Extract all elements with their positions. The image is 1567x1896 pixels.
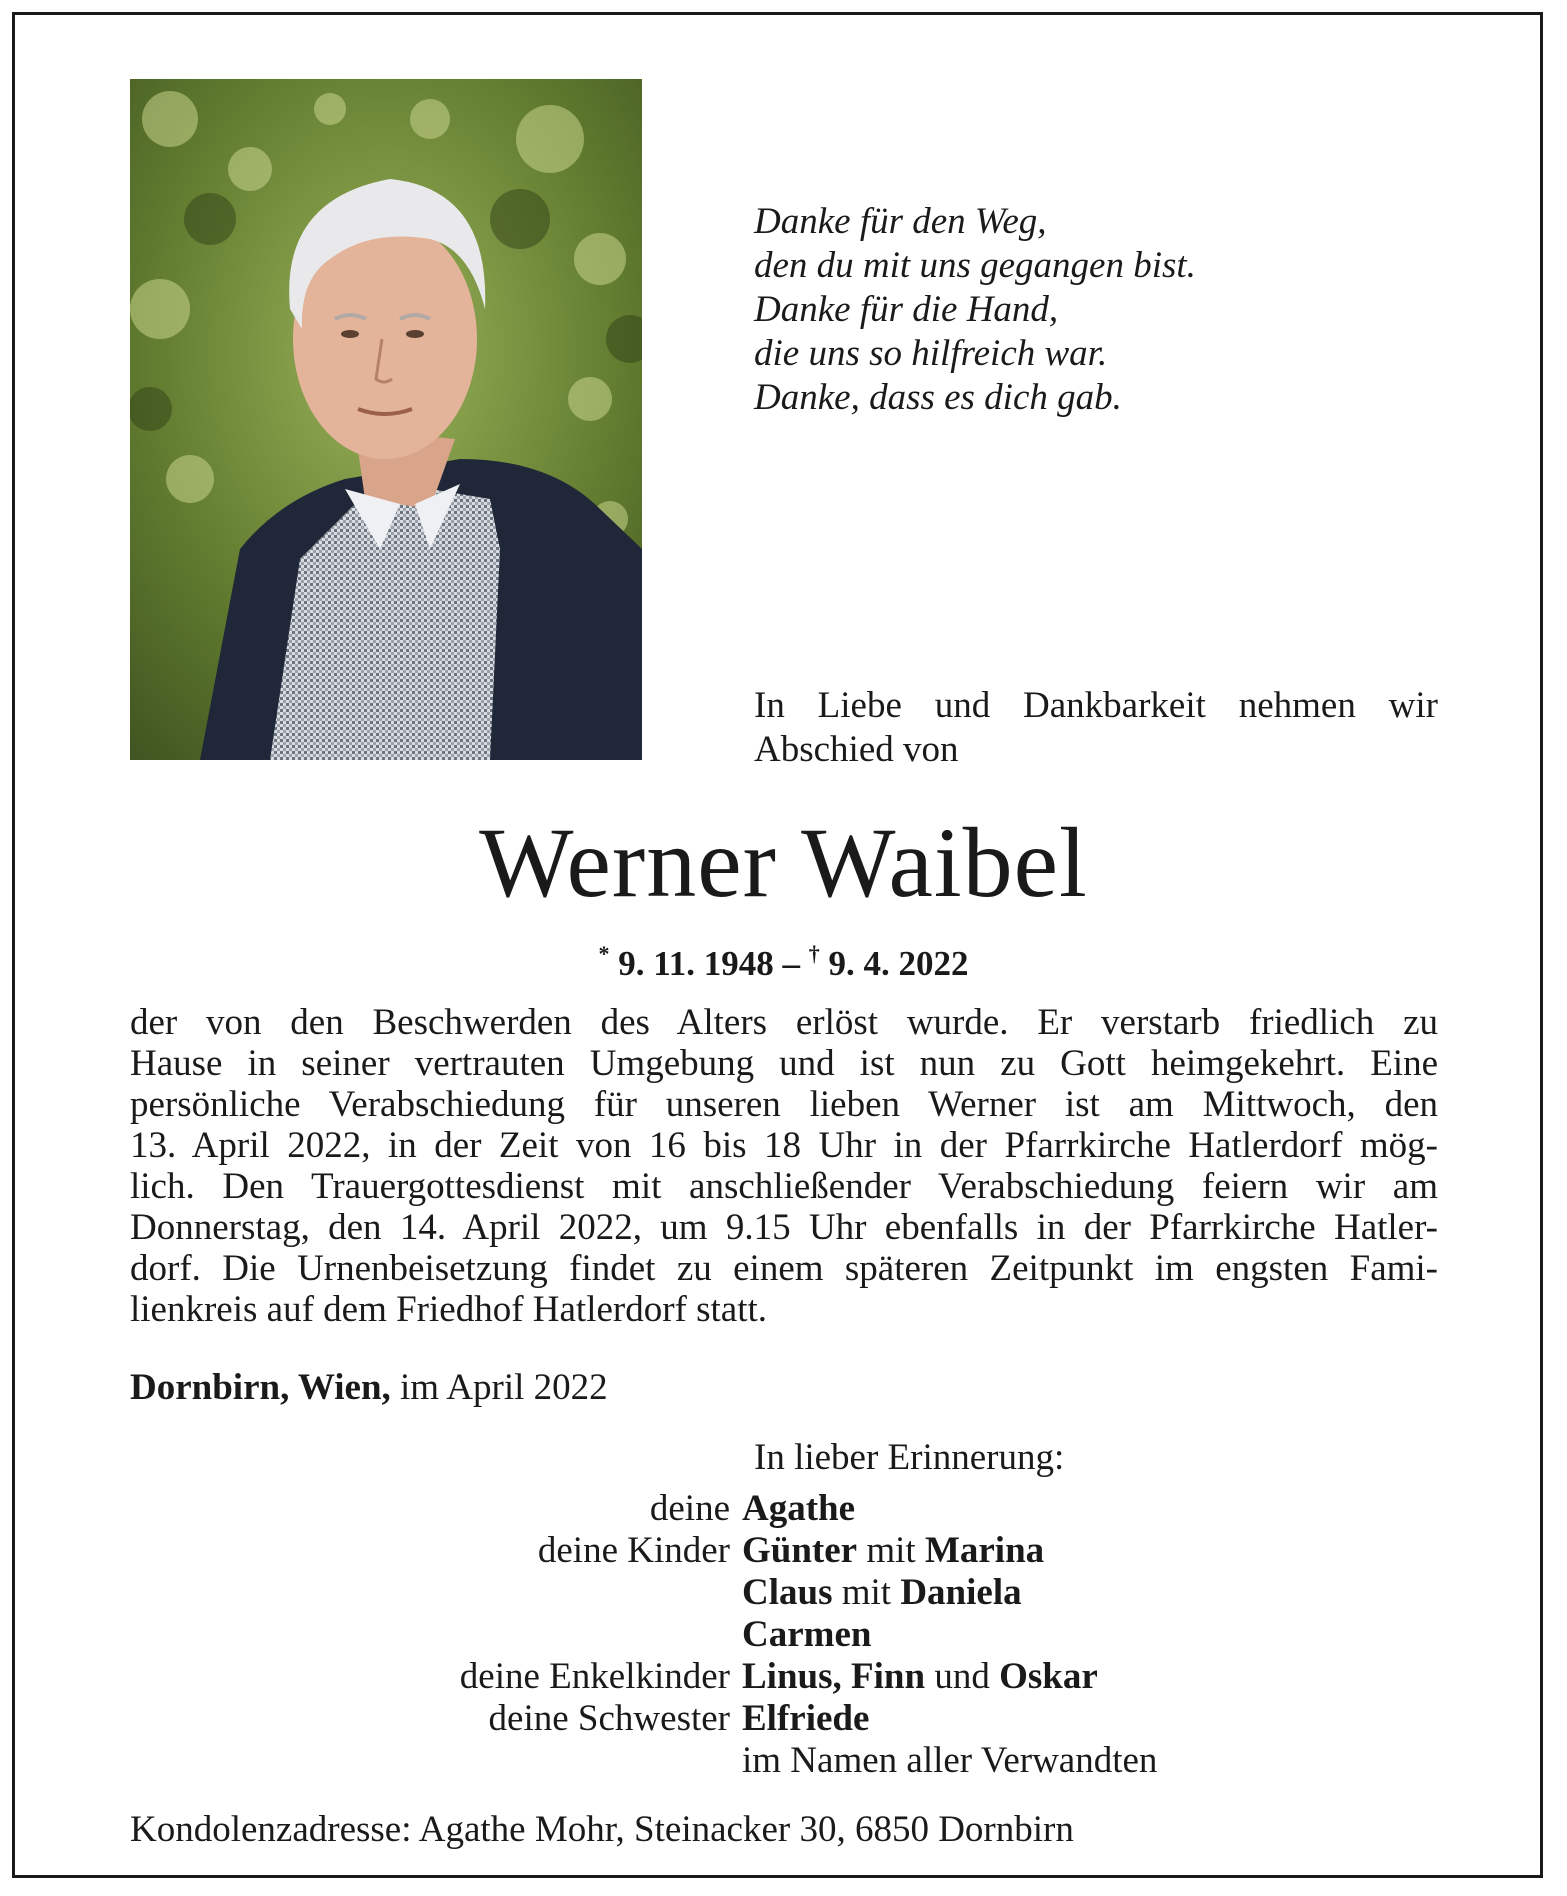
life-dates <box>0 932 1567 986</box>
date-separator: – <box>773 944 809 983</box>
family-name: Carmen <box>742 1614 872 1655</box>
memory-heading: In lieber Erinnerung: <box>754 1437 1065 1478</box>
obituary-body <box>130 1002 1438 1330</box>
relation-label: deine Enkelkinder <box>459 1656 730 1697</box>
family-join: mit <box>832 1572 901 1613</box>
family-name: Daniela <box>900 1572 1022 1613</box>
birth-symbol: * <box>598 941 610 966</box>
family-row <box>130 1530 1440 1572</box>
family-name: Marina <box>924 1530 1045 1571</box>
body-line: lich. Den Trauergottesdienst mit anschließender Verabschiedung feiern wir am <box>130 1166 1438 1207</box>
poem <box>754 200 1196 420</box>
place-cities: Dornbirn, Wien, <box>130 1367 391 1408</box>
family-row <box>130 1656 1440 1698</box>
family-name: Claus <box>742 1572 833 1613</box>
relation-label: deine Kinder <box>537 1530 730 1571</box>
family-closing: im Namen aller Verwandten <box>742 1740 1158 1781</box>
family-name: Oskar <box>999 1656 1098 1697</box>
death-symbol: † <box>808 941 820 966</box>
death-date: 9. 4. 2022 <box>828 944 969 983</box>
body-line: 13. April 2022, in der Zeit von 16 bis 18 Uhr in der Pfarrkirche Hatlerdorf mög- <box>130 1125 1438 1166</box>
family-name: Linus, Finn <box>742 1656 926 1697</box>
poem-line: Danke für den Weg, <box>754 201 1047 242</box>
place-month: im April 2022 <box>390 1367 608 1408</box>
poem-line: Danke, dass es dich gab. <box>754 377 1122 418</box>
body-line: lienkreis auf dem Friedhof Hatlerdorf statt. <box>130 1289 768 1330</box>
family-name: Günter <box>742 1530 858 1571</box>
family-list <box>130 1488 1440 1782</box>
family-row <box>130 1698 1440 1740</box>
condolence-address: Kondolenzadresse: Agathe Mohr, Steinacker 30, 6850 Dornbirn <box>130 1809 1074 1850</box>
body-line: dorf. Die Urnenbeisetzung findet zu einem späteren Zeitpunkt im engsten Fami- <box>130 1248 1438 1289</box>
deceased-name: Werner Waibel <box>479 807 1088 918</box>
family-row <box>130 1572 1440 1614</box>
family-join: und <box>925 1656 1000 1697</box>
family-row <box>130 1614 1440 1656</box>
family-row <box>130 1740 1440 1782</box>
portrait-photo <box>130 79 642 760</box>
place-date <box>130 1366 608 1410</box>
poem-line: die uns so hilfreich war. <box>754 333 1108 374</box>
body-line: persönliche Verabschiedung für unseren lieben Werner ist am Mittwoch, den <box>130 1084 1438 1125</box>
poem-line: Danke für die Hand, <box>754 289 1059 330</box>
relation-label: deine <box>649 1488 730 1529</box>
family-join: mit <box>857 1530 925 1571</box>
poem-line: den du mit uns gegangen bist. <box>754 245 1196 286</box>
family-row <box>130 1488 1440 1530</box>
family-name: Elfriede <box>742 1698 870 1739</box>
birth-date: 9. 11. 1948 <box>618 944 774 983</box>
body-line: der von den Beschwerden des Alters erlöst wurde. Er verstarb friedlich zu <box>130 1002 1438 1043</box>
intro-text: In Liebe und Dankbarkeit nehmen wir Abschied von <box>754 685 1438 770</box>
family-name: Agathe <box>742 1488 856 1529</box>
relation-label: deine Schwester <box>488 1698 730 1739</box>
body-line: Donnerstag, den 14. April 2022, um 9.15 Uhr ebenfalls in der Pfarrkirche Hatler- <box>130 1207 1438 1248</box>
body-line: Hause in seiner vertrauten Umgebung und ist nun zu Gott heimgekehrt. Eine <box>130 1043 1438 1084</box>
